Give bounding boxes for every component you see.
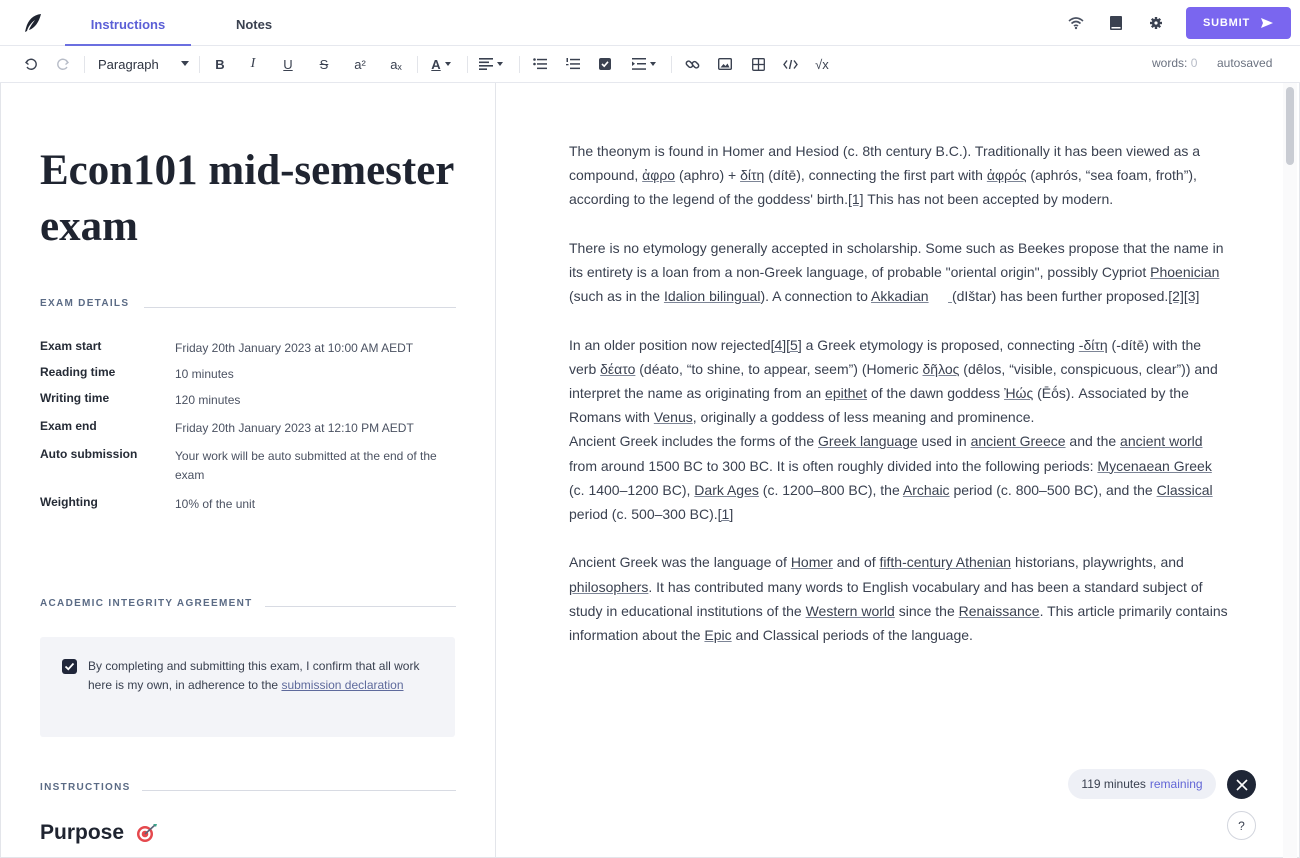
close-icon xyxy=(1236,779,1248,791)
detail-value: 10% of the unit xyxy=(175,497,256,511)
detail-label: Exam end xyxy=(40,419,97,433)
italic-icon[interactable]: I xyxy=(250,56,256,71)
link[interactable]: Classical xyxy=(1156,481,1213,498)
citation-link[interactable]: [1] xyxy=(717,506,734,523)
send-icon xyxy=(1260,17,1274,29)
numbered-list-icon[interactable] xyxy=(565,54,581,74)
submit-button[interactable] xyxy=(1186,7,1291,39)
target-icon xyxy=(136,823,158,843)
section-divider xyxy=(142,790,456,791)
link-icon[interactable] xyxy=(683,54,701,74)
submit-label: SUBMIT xyxy=(1203,17,1250,29)
instructions-pane xyxy=(0,83,496,858)
math-formula-icon[interactable]: √x xyxy=(815,56,829,72)
checklist-icon[interactable] xyxy=(597,54,613,74)
link[interactable]: Phoenician xyxy=(1150,264,1220,280)
remaining-text: remaining xyxy=(1149,777,1203,791)
word-count-label: words: xyxy=(1152,56,1188,70)
paragraph: There is no etymology generally accepted in scholarship. Some such as Beekes propose that the name in its entirety is a loan from a non-Greek language, of probable "oriental origin", possibly Cypriot Phoenician (such as in the Idalion bilingual). A connection to Akkadian (dIštar) has been further proposed.[2][3] xyxy=(569,239,1224,305)
detail-value: Friday 20th January 2023 at 10:00 AM AEDT xyxy=(175,341,414,355)
instructions-heading: INSTRUCTIONS xyxy=(40,782,131,793)
submission-declaration-link[interactable]: submission declaration xyxy=(281,678,404,692)
link[interactable]: -δίτη xyxy=(1078,336,1108,353)
text-color-icon[interactable]: A xyxy=(427,54,455,74)
citation-link[interactable]: [5] xyxy=(786,336,802,353)
link[interactable] xyxy=(948,288,952,304)
redo-icon[interactable] xyxy=(54,54,72,74)
reading-pane xyxy=(497,83,1300,858)
checkmark-icon xyxy=(62,659,77,674)
detail-label: Exam start xyxy=(40,339,102,353)
help-button[interactable]: ? xyxy=(1227,811,1256,840)
detail-value: 120 minutes xyxy=(175,393,241,407)
book-icon[interactable] xyxy=(1107,14,1125,32)
scrollbar-thumb[interactable] xyxy=(1286,87,1294,165)
link[interactable]: Archaic xyxy=(902,481,950,498)
editor-toolbar xyxy=(0,46,1300,83)
academic-integrity-heading: ACADEMIC INTEGRITY AGREEMENT xyxy=(40,598,253,609)
exam-details-heading: EXAM DETAILS xyxy=(40,298,130,309)
superscript-icon[interactable]: a² xyxy=(354,56,366,72)
toolbar-divider xyxy=(84,56,85,73)
citation-link[interactable]: [2] xyxy=(1168,288,1184,305)
detail-label: Weighting xyxy=(40,495,98,509)
time-remaining-pill xyxy=(1068,769,1216,799)
paragraph: Ancient Greek includes the forms of the Greek language used in ancient Greece and the ancient world from around 1500 BC to 300 BC. It is often roughly divided into the following periods: Mycenaean Greek (c. 1400–1200 BC), Dark Ages (c. 1200–800 BC), the Archaic period (c. 800–500 BC), and the Classical period (c. 500–300 BC).[1] xyxy=(569,433,1213,523)
code-icon[interactable] xyxy=(781,54,799,74)
citation-link[interactable]: [4] xyxy=(770,336,787,353)
autosave-status: autosaved xyxy=(1217,56,1273,70)
underline-icon[interactable]: U xyxy=(283,56,293,72)
article-content xyxy=(569,139,1229,671)
bold-icon[interactable]: B xyxy=(215,56,225,72)
detail-label: Writing time xyxy=(40,391,110,405)
tab-instructions[interactable]: Instructions xyxy=(65,0,191,46)
paragraph: The theonym is found in Homer and Hesiod (c. 8th century B.C.). Traditionally it has been viewed as a compound, ἀφρο (aphro) + δίτη (dítē), connecting the first part with ἀφρός (aphrós, “sea foam, froth”), according to the legend of the goddess' birth.[1] This has not been accepted by modern. xyxy=(569,143,1201,208)
indent-icon[interactable] xyxy=(630,54,658,74)
citation-link[interactable]: [1] xyxy=(847,191,864,208)
integrity-agreement-text xyxy=(88,657,438,695)
exam-title: Econ101 mid-semester exam xyxy=(40,147,454,250)
link[interactable]: ἀφρός xyxy=(986,167,1027,184)
integrity-checkbox[interactable] xyxy=(62,659,77,674)
gear-icon[interactable] xyxy=(1147,14,1165,32)
link[interactable]: Greek language xyxy=(818,433,918,450)
bullet-list-icon[interactable] xyxy=(532,54,548,74)
link[interactable]: Homer xyxy=(790,554,833,571)
section-divider xyxy=(144,307,456,308)
link[interactable]: δίτη xyxy=(740,167,765,184)
toolbar-divider xyxy=(671,56,672,73)
top-bar xyxy=(0,0,1300,46)
tab-notes[interactable]: Notes xyxy=(235,17,273,32)
integrity-text: By completing and submitting this exam, I confirm that all work here is my own, in adherence to the xyxy=(88,659,420,692)
paragraph-style-select[interactable] xyxy=(98,54,189,74)
link[interactable]: Ἠώς xyxy=(1004,385,1034,401)
image-icon[interactable] xyxy=(716,54,734,74)
detail-value: Friday 20th January 2023 at 12:10 PM AEDT xyxy=(175,421,414,435)
purpose-title: Purpose xyxy=(40,821,125,844)
link[interactable]: ancient world xyxy=(1120,433,1203,450)
detail-value: Your work will be auto submitted at the end of the exam xyxy=(175,449,437,482)
link[interactable]: ancient Greece xyxy=(970,433,1066,450)
link[interactable]: Idalion bilingual xyxy=(663,288,761,305)
toolbar-divider xyxy=(467,56,468,73)
toolbar-divider xyxy=(199,56,200,73)
detail-label: Reading time xyxy=(40,365,116,379)
subscript-icon[interactable]: aₓ xyxy=(390,56,402,72)
align-icon[interactable] xyxy=(477,54,505,74)
detail-value: 10 minutes xyxy=(175,367,234,381)
toolbar-divider xyxy=(519,56,520,73)
minutes-text: 119 minutes xyxy=(1081,777,1146,791)
link[interactable]: Dark Ages xyxy=(694,481,759,498)
paragraph-style-value: Paragraph xyxy=(98,56,159,72)
link[interactable]: Mycenaean Greek xyxy=(1097,457,1212,474)
paragraph: In an older position now rejected[4][5] a Greek etymology is proposed, connecting -δίτη (-dítē) with the verb δέατο (déato, “to shine, to appear, seem”) (Homeric δῆλος (dêlos, “visible, conspicuous, clear”)) and interpret the name as originating from an epithet of the dawn goddess Ἠώς (Ēṓs). Associated by the Romans with Venus, originally a goddess of less meaning and prominence. xyxy=(569,336,1218,426)
integrity-agreement-box xyxy=(40,637,455,737)
link[interactable]: δέατο xyxy=(600,360,636,377)
vertical-scrollbar[interactable] xyxy=(1283,83,1297,858)
close-timer-button[interactable] xyxy=(1227,770,1256,799)
link[interactable]: Renaissance xyxy=(958,602,1040,619)
feather-logo-icon xyxy=(22,12,44,34)
detail-label: Auto submission xyxy=(40,447,138,461)
link[interactable]: philosophers xyxy=(569,578,649,595)
link[interactable]: Western world xyxy=(805,602,895,619)
strikethrough-icon[interactable]: S xyxy=(319,56,329,72)
purpose-heading xyxy=(40,821,158,845)
link[interactable]: Akkadian xyxy=(871,288,929,305)
undo-icon[interactable] xyxy=(22,54,40,74)
citation-link[interactable]: [3] xyxy=(1183,288,1200,305)
link[interactable]: δῆλος xyxy=(922,360,960,377)
link[interactable]: Epic xyxy=(704,627,732,644)
paragraph: Ancient Greek was the language of Homer and of fifth-century Athenian historians, playwrights, and philosophers. It has contributed many words to English vocabulary and has been a standard subject of study in educational institutions of the Western world since the Renaissance. This article primarily contains information about the Epic and Classical periods of the language. xyxy=(569,554,1228,644)
word-count-value: 0 xyxy=(1190,56,1198,70)
link[interactable]: fifth-century Athenian xyxy=(879,554,1012,571)
link[interactable]: ἀφρο xyxy=(642,167,676,184)
section-divider xyxy=(265,606,456,607)
link[interactable]: epithet xyxy=(825,385,868,401)
word-count xyxy=(1152,56,1197,70)
caret-down-icon xyxy=(181,61,189,67)
table-icon[interactable] xyxy=(749,54,767,74)
link[interactable]: Venus xyxy=(653,409,693,426)
wifi-icon[interactable] xyxy=(1067,14,1085,32)
toolbar-divider xyxy=(417,56,418,73)
